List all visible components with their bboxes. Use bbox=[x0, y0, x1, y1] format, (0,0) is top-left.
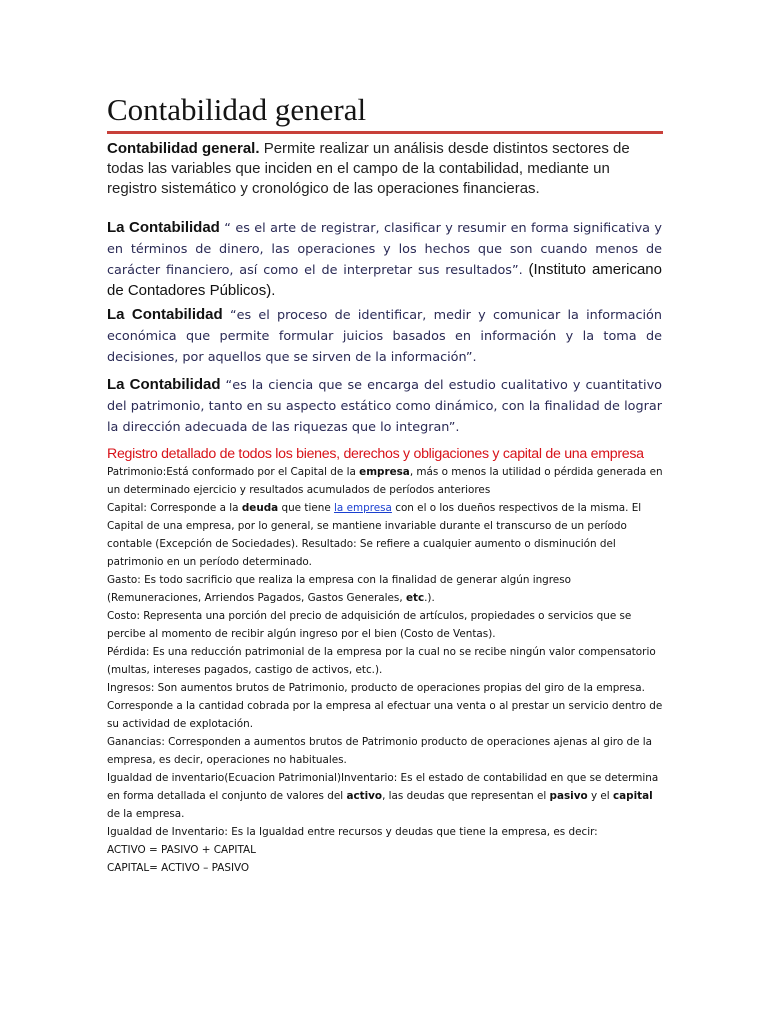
definition-quote: “ es el arte de registrar, clasificar y resumir en forma significativa y en términos de dinero, las operaciones y los hechos que son cuando menos de carácter financiero, así como el de interpretar sus resultados”. bbox=[107, 221, 663, 278]
gasto-paragraph bbox=[107, 571, 663, 607]
text-run: que tiene bbox=[278, 502, 335, 514]
document-title: Contabilidad general bbox=[107, 92, 367, 127]
definition-term: La Contabilidad bbox=[107, 376, 221, 393]
text-run: Gasto: Es todo sacrificio que realiza la empresa con la finalidad de generar algún ingreso (Remuneraciones, Arriendos Pagados, Gastos Generales, bbox=[107, 574, 571, 604]
text-run: Capital: Corresponde a la bbox=[107, 502, 242, 514]
bold-term: etc bbox=[405, 592, 425, 604]
bold-term: activo bbox=[346, 790, 383, 802]
text-run: Patrimonio:Está conformado por el Capital de la bbox=[107, 466, 360, 478]
bold-term: deuda bbox=[241, 502, 279, 514]
bold-term: empresa bbox=[359, 466, 410, 478]
intro-text: Permite realizar un análisis desde distintos sectores de todas las variables que inciden en el campo de la contabilidad, mediante un registro sistemático y cronológico de las operaciones financieras. bbox=[107, 140, 630, 197]
perdida-paragraph: Pérdida: Es una reducción patrimonial de la empresa por la cual no se recibe ningún valor compensatorio (multas, intereses pagados, castigo de activos, etc.). bbox=[107, 646, 656, 676]
capital-paragraph bbox=[107, 499, 663, 571]
definition-source: (Instituto americano de Contadores Públicos). bbox=[107, 261, 662, 299]
registro-heading: Registro detallado de todos los bienes, derechos y obligaciones y capital de una empresa bbox=[107, 446, 644, 462]
igualdad-paragraph: Igualdad de Inventario: Es la Igualdad entre recursos y deudas que tiene la empresa, es decir: bbox=[107, 826, 598, 838]
bold-term: pasivo bbox=[549, 790, 588, 802]
costo-paragraph: Costo: Representa una porción del precio de adquisición de artículos, propiedades o servicios que se percibe al momento de recibir algún ingreso por el bien (Costo de Ventas). bbox=[107, 610, 632, 640]
intro-paragraph bbox=[107, 139, 662, 199]
text-run: .). bbox=[424, 592, 435, 604]
definition-term: La Contabilidad bbox=[107, 219, 220, 236]
equation-activo: ACTIVO = PASIVO + CAPITAL bbox=[107, 844, 256, 856]
patrimonio-paragraph bbox=[107, 463, 663, 499]
definition-term: La Contabilidad bbox=[107, 306, 223, 323]
equation-capital: CAPITAL= ACTIVO – PASIVO bbox=[107, 862, 250, 874]
text-run: y el bbox=[587, 790, 613, 802]
text-run: de la empresa. bbox=[107, 808, 185, 820]
definition-quote: “es el proceso de identificar, medir y comunicar la información económica que permite formular juicios basados en información y la toma de decisiones, por aquellos que se sirven de la información”. bbox=[107, 308, 663, 365]
intro-term: Contabilidad general. bbox=[107, 140, 260, 157]
definition-quote: “es la ciencia que se encarga del estudio cualitativo y cuantitativo del patrimonio, tanto en su aspecto estático como dinámico, con la finalidad de lograr la dirección adecuada de las riquezas que lo integran”. bbox=[107, 378, 662, 435]
bold-term: capital bbox=[613, 790, 653, 802]
definition-paragraph-2 bbox=[107, 305, 662, 368]
definition-paragraph-3 bbox=[107, 375, 662, 438]
text-run: con el o los dueños respectivos de la misma. El Capital de una empresa, por lo general, se mantiene invariable durante el transcurso de un período contable (Excepción de Sociedades). Resultado: Se refiere a cualquier aumento o disminución del patrimonio en un período determinado. bbox=[107, 502, 642, 568]
ganancias-paragraph: Ganancias: Corresponden a aumentos brutos de Patrimonio producto de operaciones ajenas al giro de la empresa, es decir, operaciones no habituales. bbox=[107, 736, 653, 766]
definition-paragraph-1 bbox=[107, 218, 662, 301]
title-underline bbox=[107, 131, 663, 134]
ingresos-paragraph: Ingresos: Son aumentos brutos de Patrimonio, producto de operaciones propias del giro de la empresa. Corresponde a la cantidad cobrada por la empresa al efectuar una venta o al prestar un servicio dentro de su actividad de explotación. bbox=[107, 682, 663, 730]
text-run: , más o menos la utilidad o pérdida generada en un determinado ejercicio y resultados acumulados de períodos anteriores bbox=[107, 466, 663, 496]
igualdad-inventario-paragraph bbox=[107, 769, 663, 823]
empresa-link[interactable]: la empresa bbox=[334, 502, 392, 514]
text-run: , las deudas que representan el bbox=[382, 790, 550, 802]
registro-body bbox=[107, 463, 663, 877]
text-run: Igualdad de inventario(Ecuacion Patrimonial)Inventario: Es el estado de contabilidad en que se determina en forma detallada el conjunto de valores del bbox=[107, 772, 659, 802]
